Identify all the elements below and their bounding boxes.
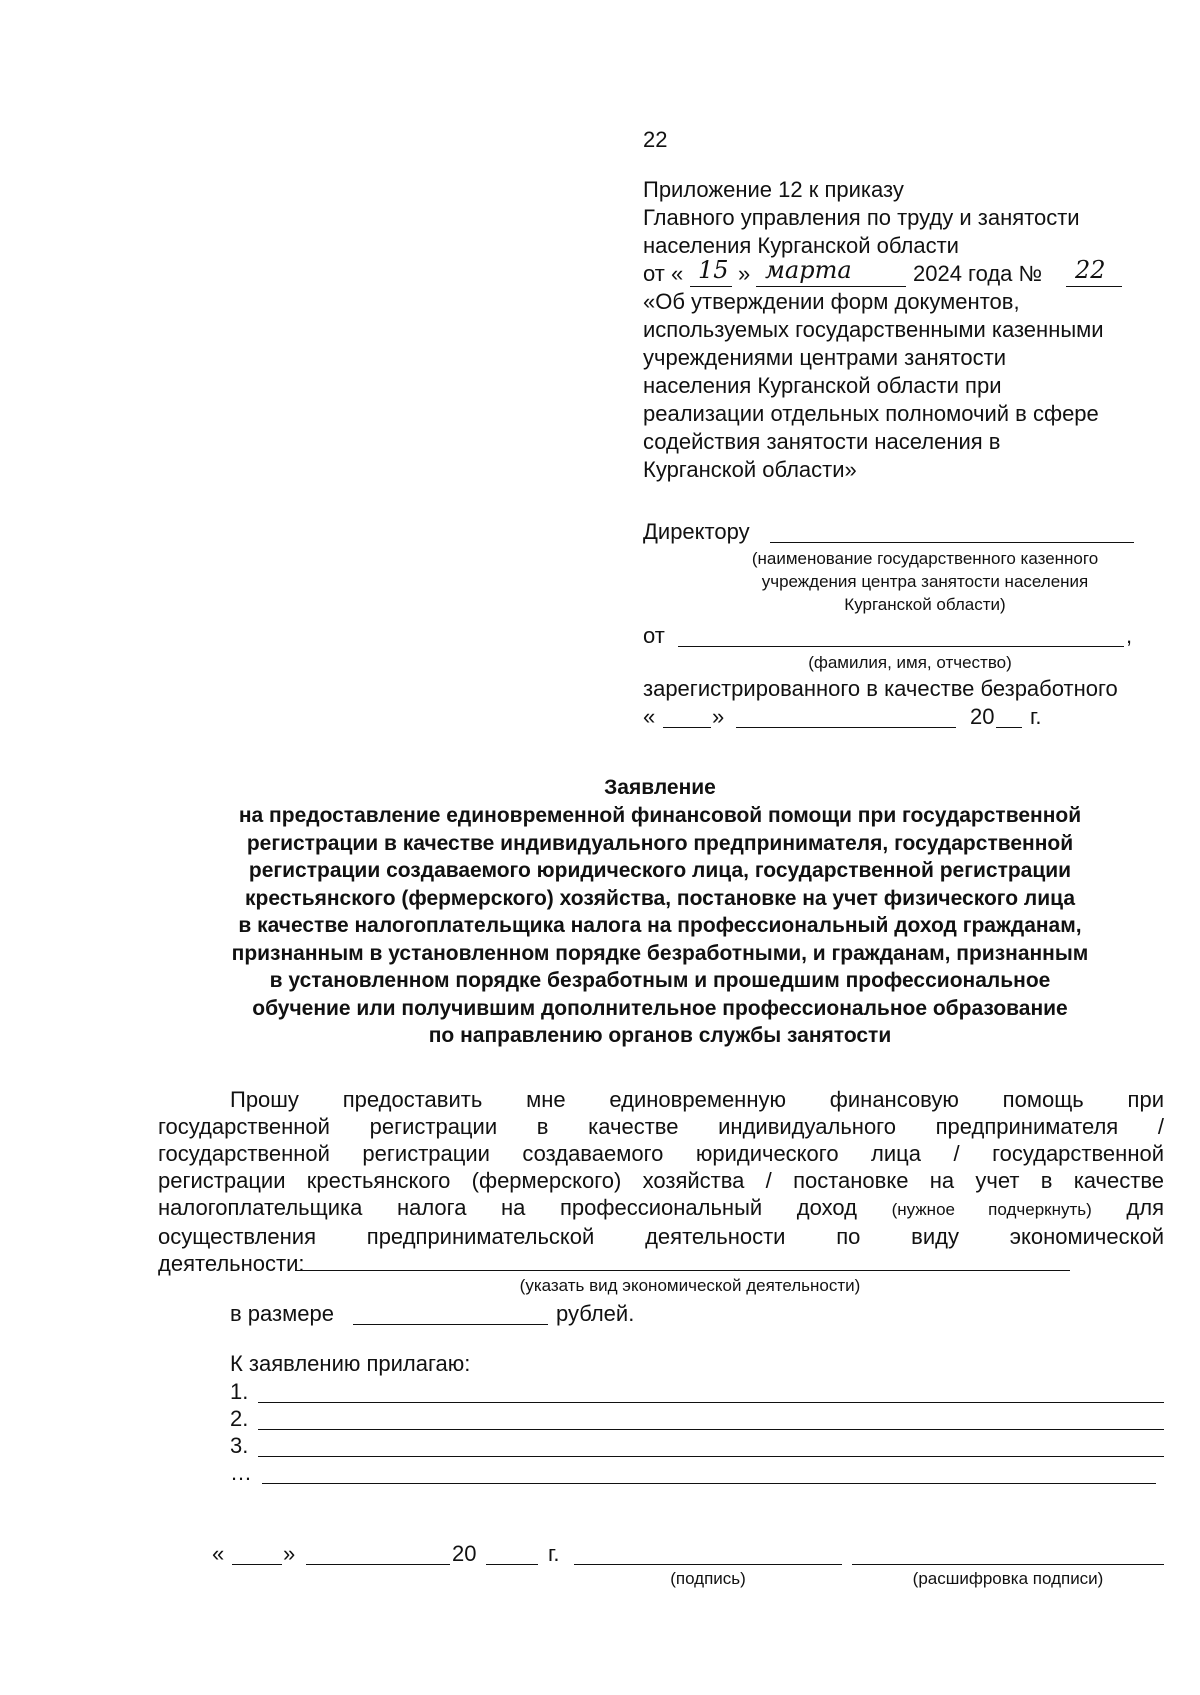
director-hint: Курганской области) (844, 595, 1006, 614)
reg-date-year: 20 (970, 704, 995, 729)
subheading-line: регистрации в качестве индивидуального предпринимателя, государственной (246, 831, 1074, 855)
underline-note: (нужное подчеркнуть) (891, 1200, 1092, 1219)
attach-item-number: 2. (230, 1406, 249, 1431)
from-hint: (фамилия, имя, отчество) (808, 653, 1012, 672)
sign-date-g: г. (548, 1541, 560, 1566)
reg-date-day-line (663, 727, 711, 728)
from-comma: , (1126, 623, 1133, 648)
from-field-line (678, 646, 1124, 647)
statement-subheading (120, 802, 1200, 1050)
appendix-date-mid: » (738, 261, 751, 286)
amount-unit: рублей. (556, 1301, 635, 1326)
subheading-line: в установленном порядке безработным и прошедшим профессиональное (269, 969, 1051, 992)
sign-date-open: « (212, 1541, 225, 1566)
appendix-date-year: 2024 года № (913, 261, 1043, 286)
attach-item-line (258, 1429, 1164, 1430)
appendix-line: Главного управления по труду и занятости (643, 205, 1080, 230)
order-number-underline (1066, 286, 1122, 287)
director-hint: (наименование государственного казенного (751, 549, 1099, 568)
signature-line (574, 1564, 842, 1565)
appendix-title-line: реализации отдельных полномочий в сфере (643, 401, 1099, 426)
appendix-title-line: «Об утверждении форм документов, (643, 289, 1020, 314)
sign-date-day-line (232, 1564, 282, 1565)
page-number: 22 (643, 127, 668, 152)
para-line: Прошу предоставить мне единовременную финансовую помощь при (230, 1087, 1164, 1112)
appendix-order-number: 22 (1075, 256, 1106, 284)
attach-item-line (258, 1402, 1164, 1403)
appendix-title-line: учреждениями центрами занятости (643, 345, 1006, 370)
request-paragraph (158, 1086, 1164, 1277)
attach-item-number: 3. (230, 1433, 249, 1458)
appendix-title-line: используемых государственными казенными (643, 317, 1104, 342)
appendix-title-line: содействия занятости населения в (643, 429, 1001, 454)
appendix-title-line: населения Курганской области при (643, 373, 1002, 398)
para-line-5b: для (1126, 1195, 1164, 1220)
para-line-5a: налогоплательщика налога на профессиональный доход (158, 1195, 857, 1220)
subheading-line: обучение или получившим дополнительное профессиональное образование (252, 996, 1068, 1020)
appendix-date-day: 15 (698, 256, 729, 284)
director-field-line (770, 542, 1134, 543)
sign-date-close: » (283, 1541, 296, 1566)
para-line: государственной регистрации создаваемого юридического лица / государственной (158, 1141, 1164, 1166)
amount-field-line (353, 1324, 548, 1325)
sign-date-month-line (306, 1564, 450, 1565)
para-line: деятельности: (158, 1251, 305, 1276)
subheading-line: по направлению органов службы занятости (428, 1024, 892, 1047)
activity-field-line (295, 1270, 1070, 1271)
subheading-line: признанным в установленном порядке безработными, и гражданам, признанным (231, 941, 1089, 965)
reg-date-month-line (736, 727, 956, 728)
subheading-line: регистрации создаваемого юридического лица, государственной регистрации (248, 859, 1072, 882)
from-label: от (643, 623, 665, 648)
subheading-line: крестьянского (фермерского) хозяйства, постановке на учет физического лица (244, 886, 1075, 910)
activity-hint: (указать вид экономической деятельности) (519, 1276, 861, 1295)
subheading-line: в качестве налогоплательщика налога на профессиональный доход гражданам, (238, 914, 1082, 937)
appendix-title-line: Курганской области» (643, 457, 857, 482)
date-month-underline (756, 286, 906, 287)
reg-date-open: « (643, 704, 656, 729)
appendix-line: населения Курганской области (643, 233, 959, 258)
date-day-underline (690, 286, 732, 287)
appendix-date-prefix: от « (643, 261, 684, 286)
reg-date-g: г. (1030, 704, 1042, 729)
para-line: государственной регистрации в качестве индивидуального предпринимателя / (158, 1114, 1164, 1139)
director-hint: учреждения центра занятости населения (761, 572, 1089, 591)
signature-decode-line (852, 1564, 1164, 1565)
appendix-date-month: марта (765, 256, 852, 284)
para-line: осуществления предпринимательской деятельности по виду экономической (158, 1224, 1164, 1249)
attach-item-number: … (230, 1460, 252, 1485)
registered-text: зарегистрированного в качестве безработного (643, 676, 1118, 701)
appendix-line: Приложение 12 к приказу (643, 177, 904, 202)
reg-date-year-line (996, 727, 1022, 728)
attach-item-line (258, 1456, 1164, 1457)
amount-label: в размере (230, 1301, 334, 1326)
para-line: регистрации крестьянского (фермерского) хозяйства / постановке на учет в качестве (158, 1168, 1164, 1193)
sign-date-year-line (486, 1564, 538, 1565)
subheading-line: на предоставление единовременной финансовой помощи при государственной (238, 804, 1082, 827)
para-line-5 (158, 1194, 1164, 1223)
reg-date-close: » (712, 704, 725, 729)
attach-item-number: 1. (230, 1379, 249, 1404)
signature-decode-hint: (расшифровка подписи) (912, 1569, 1104, 1588)
director-label: Директору (643, 519, 750, 544)
statement-heading: Заявление (604, 776, 716, 799)
sign-date-year: 20 (452, 1541, 477, 1566)
attach-item-line (262, 1483, 1156, 1484)
attach-label: К заявлению прилагаю: (230, 1351, 471, 1376)
signature-hint: (подпись) (670, 1569, 746, 1588)
